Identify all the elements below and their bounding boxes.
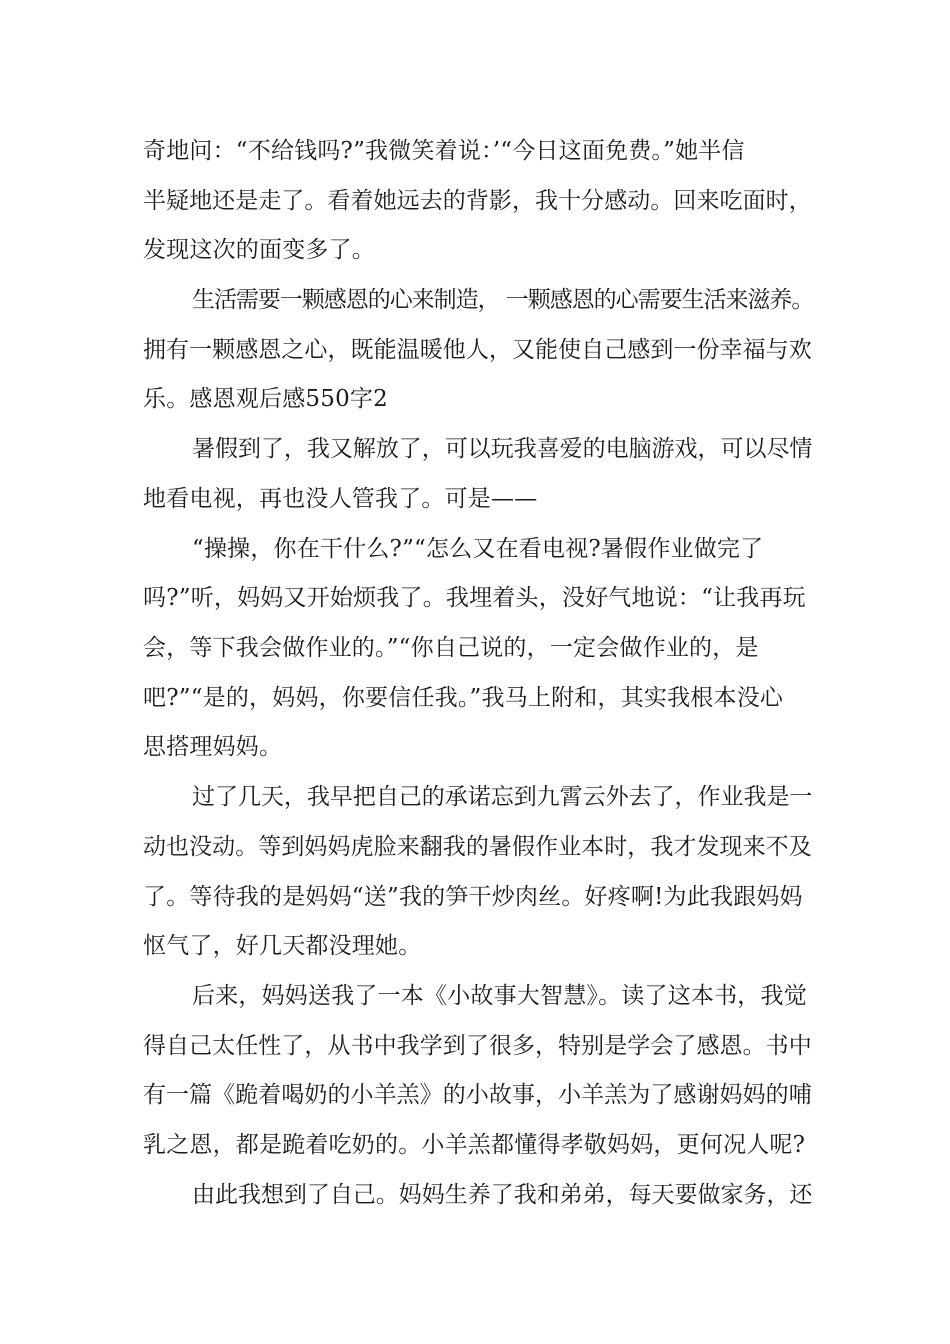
- text-line: 得自己太任性了，从书中我学到了很多，特别是学会了感恩。书中: [143, 1033, 812, 1059]
- text-line: 发现这次的面变多了。: [143, 237, 375, 263]
- text-line: 乐。感恩观后感550字2: [143, 386, 388, 412]
- text-line: 吧?”“是的，妈妈，你要信任我。”我马上附和，其实我根本没心: [143, 685, 784, 711]
- text-line: 过了几天，我早把自己的承诺忘到九霄云外去了，作业我是一: [192, 784, 813, 810]
- text-line: 半疑地还是走了。看着她远去的背影，我十分感动。回来吃面时，: [143, 188, 812, 214]
- text-line: “操操，你在干什么?”“怎么又在看电视?暑假作业做完了: [192, 536, 764, 562]
- text-line: 暑假到了，我又解放了，可以玩我喜爱的电脑游戏，可以尽情: [192, 436, 813, 462]
- text-line: 拥有一颗感恩之心，既能温暖他人，又能使自己感到一份幸福与欢: [143, 337, 812, 363]
- text-line: 由此我想到了自己。妈妈生养了我和弟弟，每天要做家务，还: [192, 1182, 813, 1208]
- text-line: 后来，妈妈送我了一本《小故事大智慧》。读了这本书，我觉: [192, 983, 807, 1009]
- text-line: 奇地问：“不给钱吗?”我微笑着说：’“今日这面免费。”她半信: [143, 138, 745, 164]
- text-line: 地看电视，再也没人管我了。可是——: [143, 486, 538, 512]
- text-line: 乳之恩，都是跪着吃奶的。小羊羔都懂得孝敬妈妈，更何况人呢?: [143, 1132, 806, 1158]
- text-line: 吗?”听，妈妈又开始烦我了。我埋着头，没好气地说：“让我再玩: [143, 585, 806, 611]
- text-line: 有一篇《跪着喝奶的小羊羔》的小故事，小羊羔为了感谢妈妈的哺: [143, 1082, 812, 1108]
- text-line: 生活需要一颗感恩的心来制造， 一颗感恩的心需要生活来滋养。: [192, 287, 814, 313]
- text-line: 怄气了，好几天都没理她。: [143, 933, 422, 959]
- text-line: 动也没动。等到妈妈虎脸来翻我的暑假作业本时，我才发现来不及: [143, 834, 812, 860]
- text-line: 思搭理妈妈。: [143, 734, 283, 760]
- text-line: 会，等下我会做作业的。”“你自己说的，一定会做作业的，是: [143, 635, 759, 661]
- text-line: 了。等待我的是妈妈“送”我的笋干炒肉丝。好疼啊!为此我跟妈妈: [143, 884, 803, 910]
